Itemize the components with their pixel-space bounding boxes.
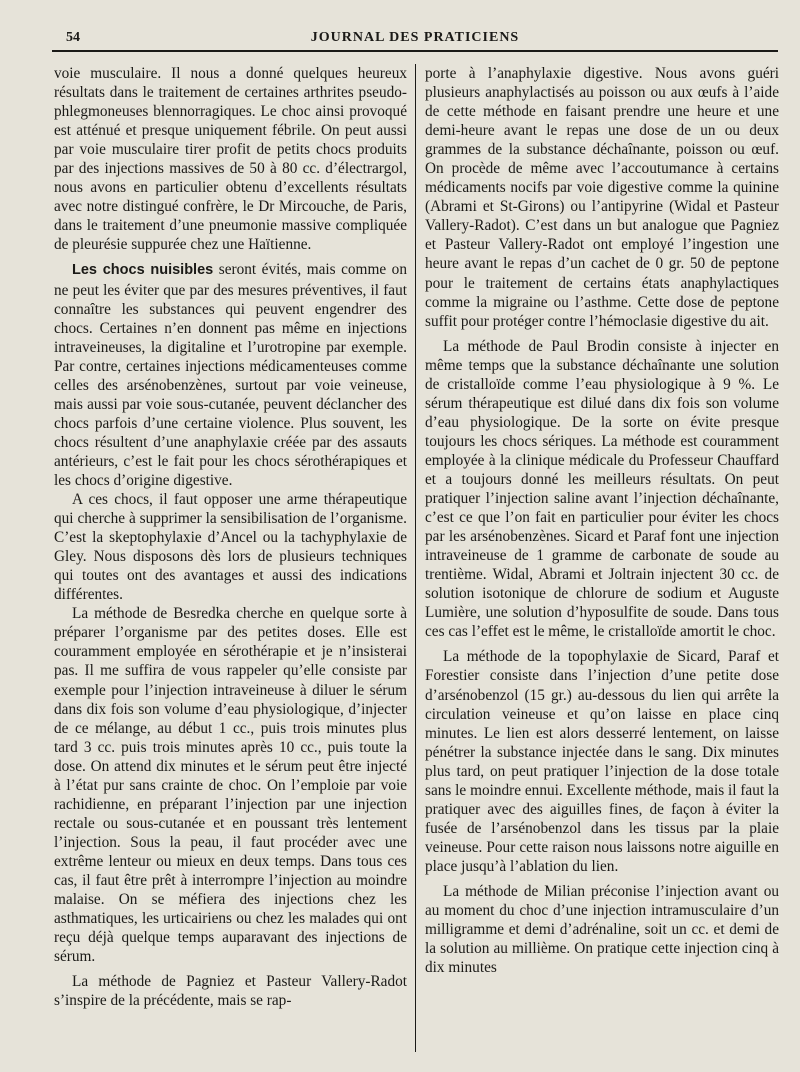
page-number: 54: [66, 30, 80, 45]
paragraph: La méthode de Paul Brodin consiste à injecter en même temps que la substance déchaînante une solution de cristalloïde comme l’eau physiologique à 9 %. Le sérum thérapeutique est dilué dans dix fois son volume d’eau physiologique. De la sorte on évite presque toujours les chocs sériques. La méthode est couramment employée à la clinique médicale du Professeur Chauffard et a toujours donné les meilleurs résultats. On peut pratiquer l’injection saline avant l’injection déchaînante, c’est ce que l’on fait en particulier pour éviter les chocs par les arsénobenzènes. Sicard et Paraf font une injection intraveineuse de 1 gramme de carbonate de soude au trentième. Widal, Abrami et Joltrain injectent 30 cc. de solution isotonique de chlorure de sodium et Auguste Lumière, une solution d’hyposulfite de soude. Dans tous ces cas l’effet est le même, le cristalloïde amortit le choc.: [425, 337, 779, 641]
paragraph-text: seront évités, mais comme on ne peut les éviter que par des mesures préventives, il faut connaître les substances qui peuvent engendrer des chocs. Certaines n’en donnent pas même en injections intraveineuses, la digitaline et l’urotropine par exemple. Par contre, certaines injections médicamenteuses comme celles des arsénobenzènes, surtout par voie veineuse, mais aussi par voie sous-cutanée, peuvent déclancher des chocs parfois d’une certaine violence. Plus souvent, les chocs résultent d’une anaphylaxie créée par des assauts antérieurs, c’est le fait pour les chocs sérothérapiques et les chocs d’origine digestive.: [54, 261, 407, 489]
paragraph: La méthode de Milian préconise l’injection avant ou au moment du choc d’une injection intramusculaire d’un milligramme et demi d’adrénaline, soit un cc. et demi de la solution au millième. On pratique cette injection cinq à dix minutes: [425, 882, 779, 977]
paragraph: A ces chocs, il faut opposer une arme thérapeutique qui cherche à supprimer la sensibilisation de l’organisme. C’est la skeptophylaxie d’Ancel ou la tachyphylaxie de Gley. Nous disposons dès lors de plusieurs techniques qui toutes ont des avantages et aussi des indications différentes.: [54, 491, 407, 604]
column-divider: [415, 64, 416, 1052]
journal-title: JOURNAL DES PRATICIENS: [310, 30, 520, 45]
paragraph: voie musculaire. Il nous a donné quelques heureux résultats dans le traitement de certaines arthrites pseudo-phlegmoneuses blennorragiques. Le choc ainsi provoqué est atténué et presque uniquement fébrile. On peut aussi par voie musculaire tirer profit de petits chocs produits par des injections massives de 50 à 80 cc. d’électrargol, nous avons en particulier obtenu d’excellents résultats avec notre distingué confrère, le Dr Mircouche, de Paris, dans le traitement d’une pneumonie massive compliquée de pleurésie suppurée chez une Haïtienne.: [54, 65, 407, 254]
paragraph: porte à l’anaphylaxie digestive. Nous avons guéri plusieurs anaphylactisés au poisson ou aux œufs à l’aide de cette méthode en faisant prendre une heure et une demi-heure avant le repas une dose de un ou deux grammes de la substance déchaînante, poisson ou œuf. On procède de même avec l’accoutumance à certains médicaments nocifs par voie digestive comme la quinine (Abrami et St-Girons) ou l’antipyrine (Widal et Pasteur Vallery-Radot). C’est dans un but analogue que Pagniez et Pasteur Vallery-Radot ont employé l’ingestion une heure avant le repas d’un cachet de 0 gr. 50 de peptone pour le traitement de certains états anaphylactiques comme la migraine ou l’asthme. Cette dose de peptone suffit pour protéger contre l’hémoclasie digestive du ait.: [425, 65, 779, 330]
paragraph: La méthode de la topophylaxie de Sicard, Paraf et Forestier consiste dans l’injection d’une petite dose d’arsénobenzol (15 gr.) au-dessous du lien qui arrête la circulation veineuse et qu’on laisse en place cinq minutes. Le lien est alors desserré lentement, on laisse pénétrer la substance injectée dans le sang. Dix minutes plus tard, on peut pratiquer l’injection de la dose totale sans le moindre ennui. Excellente méthode, mais il faut la pratiquer avec des aiguilles fines, de façon à éviter la fusée de l’arsénobenzol dans les tissus par la plaie veineuse. Pour cette raison nous laissons notre aiguille en place jusqu’à l’ablation du lien.: [425, 648, 779, 875]
left-column: [54, 64, 407, 1056]
page-header: [52, 28, 778, 50]
right-column: [425, 64, 779, 1056]
paragraph: La méthode de Besredka cherche en quelque sorte à préparer l’organisme par des petites doses. Elle est couramment employée en sérothérapie et je n’insisterai pas. Il me suffira de vous rappeler qu’elle consiste par exemple pour l’injection intraveineuse à diluer le sérum dans dix fois son volume d’eau physiologique, d’injecter de ce mélange, au début 1 cc., puis trois minutes plus tard 3 cc. puis trois minutes après 10 cc., puis toute la dose. On attend dix minutes et le sérum peut être injecté à l’état pur sans crainte de choc. On l’emploie par voie rachidienne, en préparant l’injection par une injection rectale ou sous-cutanée et en poussant très lentement l’injection. Sous la peau, il faut procéder avec une extrême lenteur ou mieux en deux temps. Dans tous ces cas, il faut être prêt à interrompre l’injection au moindre malaise. On se méfiera des injections chez les asthmatiques, les urticairiens ou chez les malades qui ont reçu déjà quelque temps auparavant des injections de sérum.: [54, 605, 407, 966]
header-rule: [52, 50, 778, 52]
paragraph: [54, 260, 407, 490]
paragraph: La méthode de Pagniez et Pasteur Vallery-Radot s’inspire de la précédente, mais se rap-: [54, 973, 407, 1010]
paragraph-lead: Les chocs nuisibles: [72, 262, 214, 279]
